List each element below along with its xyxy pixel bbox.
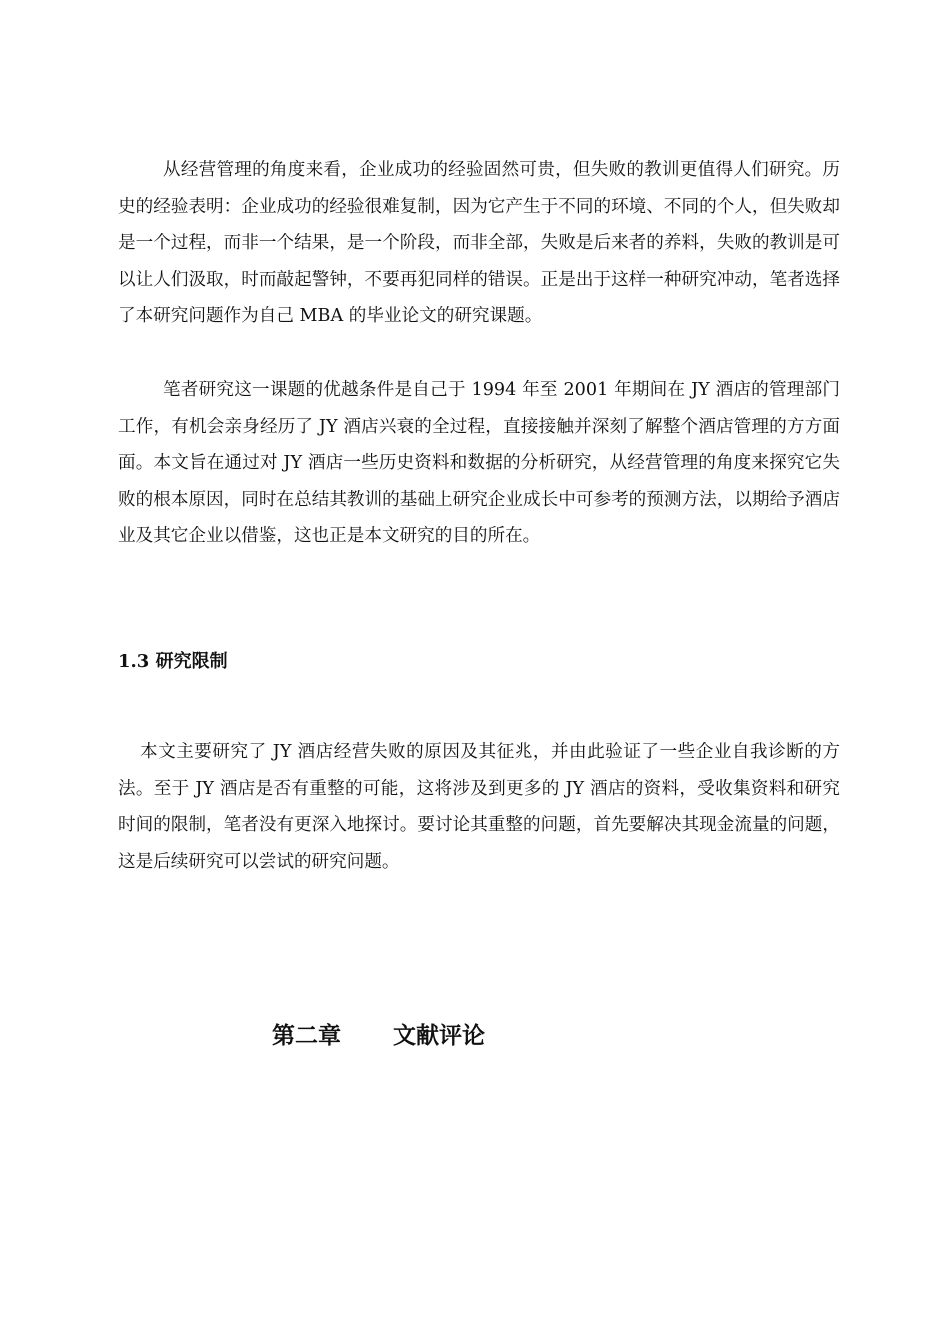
paragraph-research-purpose: 笔者研究这一课题的优越条件是自己于 1994 年至 2001 年期间在 JY 酒店的管理部门工作，有机会亲身经历了 JY 酒店兴衰的全过程，直接接触并深刻了解整个酒店管理的方方面面。本文旨在通过对 JY 酒店一些历史资料和数据的分析研究，从经营管理的角度来探究它失败的根本原因，同时在总结其教训的基础上研究企业成长中可参考的预测方法，以期给予酒店业及其它企业以借鉴，这也正是本文研究的目的所在。 [118,380,840,547]
section-heading: 1.3 研究限制 [118,651,228,672]
paragraph-research-motivation: 从经营管理的角度来看，企业成功的经验固然可贵，但失败的教训更值得人们研究。历史的经验表明：企业成功的经验很难复制，因为它产生于不同的环境、不同的个人，但失败却是一个过程，而非一个结果，是一个阶段，而非全部，失败是后来者的养料，失败的教训是可以让人们汲取，时而敲起警钟，不要再犯同样的错误。正是出于这样一种研究冲动，笔者选择了本研究问题作为自己 MBA 的毕业论文的研究课题。 [118,160,840,327]
chapter-title: 文献评论 [393,1022,485,1049]
chapter-heading [272,1018,485,1054]
chapter-label: 第二章 [272,1022,341,1049]
paragraph-research-limitations: 本文主要研究了 JY 酒店经营失败的原因及其征兆，并由此验证了一些企业自我诊断的方法。至于 JY 酒店是否有重整的可能，这将涉及到更多的 JY 酒店的资料，受收集资料和研究时间的限制，笔者没有更深入地探讨。要讨论其重整的问题，首先要解决其现金流量的问题，这是后续研究可以尝试的研究问题。 [118,742,840,872]
